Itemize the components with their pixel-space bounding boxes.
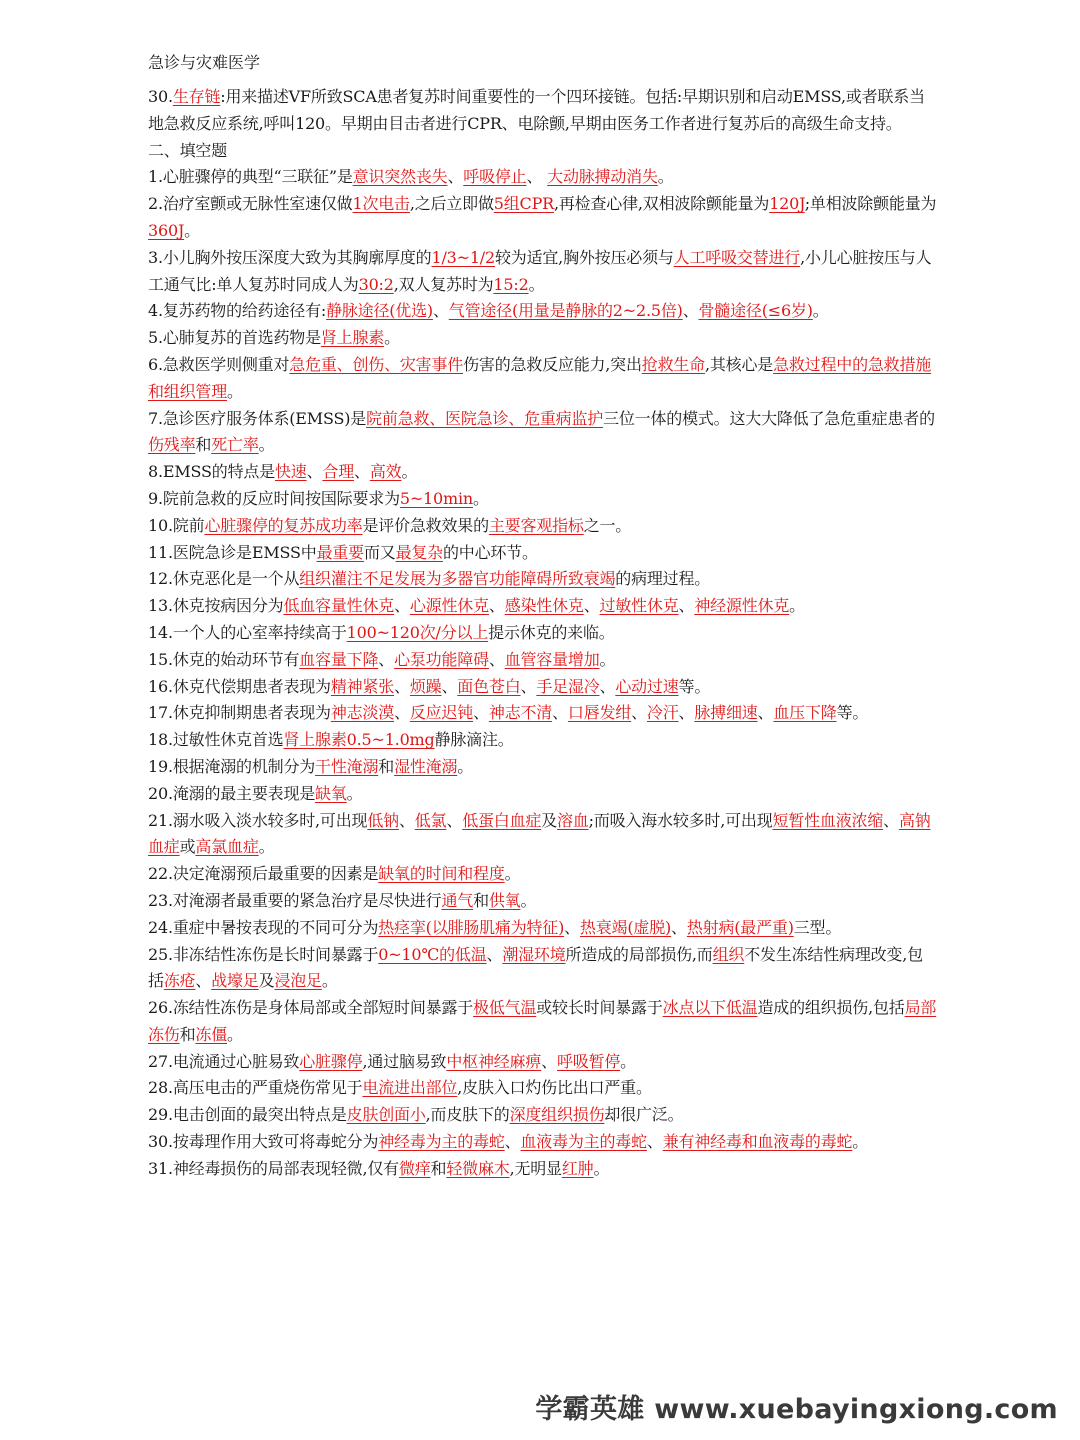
answer-text: 血容量下降 (299, 649, 379, 669)
question-text: 。 (593, 1158, 610, 1178)
question-text: 24.重症中暑按表现的不同可分为 (148, 917, 379, 937)
question-text: 、 (520, 676, 537, 696)
answer-text: 冻疮 (163, 971, 196, 991)
question-text: 4.复苏药物的给药途径有: (148, 301, 327, 321)
question-text: 、 (541, 1051, 557, 1071)
question-text: 是评价急救效果的 (362, 515, 489, 535)
question-text: 15.休克的始动环节有 (148, 649, 300, 669)
answer-text: 心脏骤停 (299, 1051, 363, 1071)
question-text: 13.休克按病因分为 (148, 596, 284, 616)
answer-text: 神志淡漠 (330, 703, 395, 723)
question-text: 所造成的局部损伤,而 (565, 944, 713, 964)
question-text: 16.休克代偿期患者表现为 (148, 676, 331, 696)
answer-text: 热痉挛(以腓肠肌痛为特征) (378, 917, 565, 937)
question-text: 、 (432, 301, 449, 321)
question-text: ;单相波除颤能量为 (804, 194, 937, 214)
question-text: 。 (473, 488, 489, 508)
question-text: 而又 (363, 542, 396, 562)
question-text: 27.电流通过心脏易致 (148, 1051, 300, 1071)
question-text: 较为适宜,胸外按压必须与 (494, 247, 674, 267)
question-text: 、 (671, 917, 687, 937)
paragraph (148, 995, 938, 1049)
answer-text: 低血容量性休克 (283, 596, 395, 616)
answer-text: 战壕足 (211, 971, 259, 991)
question-text: 26.冻结性冻伤是身体局部或全部短时间暴露于 (148, 998, 474, 1018)
paragraph (148, 406, 938, 460)
answer-text: 100~120次/分以上 (346, 622, 489, 642)
answer-text: 心源性休克 (409, 596, 489, 616)
answer-text: 肾上腺素 (320, 328, 385, 348)
question-text: 。 (384, 328, 400, 348)
question-text: 的中心环节。 (442, 542, 538, 562)
answer-text: 通气 (441, 890, 474, 910)
question-text: 。 (657, 167, 674, 187)
question-text: 28.高压电击的严重烧伤常见于 (148, 1078, 363, 1098)
answer-text: 气管途径(用量是静脉的2~2.5倍) (448, 301, 683, 321)
answer-text: 1/3~1/2 (431, 247, 495, 267)
question-text: 29.电击创面的最突出特点是 (148, 1105, 347, 1125)
running-header: 急诊与灾难医学 (148, 53, 261, 72)
answer-text: 热射病(最严重) (686, 917, 794, 937)
answer-text: 兼有神经毒和血液毒的毒蛇 (662, 1132, 853, 1152)
question-text: 和 (378, 756, 395, 776)
paragraph (148, 84, 938, 138)
answer-text: 院前急救、医院急诊、危重病监护 (366, 408, 604, 428)
paragraph (148, 915, 938, 942)
paragraph (148, 298, 938, 325)
answer-text: 血液毒为主的毒蛇 (520, 1132, 647, 1152)
question-text: 30.按毒理作用大致可将毒蛇分为 (148, 1132, 379, 1152)
answer-text: 反应迟钝 (409, 703, 474, 723)
question-text: 及 (541, 810, 558, 830)
answer-text: 伤残率 (148, 435, 196, 455)
question-text: ,之后立即做 (409, 194, 494, 214)
question-text: 14.一个人的心室率持续高于 (148, 622, 347, 642)
question-text: 、 (354, 462, 370, 482)
answer-text: 快速 (274, 462, 307, 482)
question-text: ,通过脑易致 (362, 1051, 447, 1071)
answer-text: 组织 (712, 944, 745, 964)
paragraph (148, 1102, 938, 1129)
paragraph (148, 647, 938, 674)
answer-text: 15:2 (493, 274, 529, 294)
answer-text: 骨髓途径(≤6岁) (698, 301, 813, 321)
question-text: 11.医院急诊是EMSS中 (148, 542, 317, 562)
paragraph (148, 1049, 938, 1076)
question-text: 。 (520, 890, 537, 910)
answer-text: 皮肤创面小 (346, 1105, 426, 1125)
answer-text: 湿性淹溺 (394, 756, 458, 776)
question-text: 。 (321, 971, 338, 991)
paragraph (148, 540, 938, 567)
question-text: 却很广泛。 (604, 1105, 684, 1125)
paragraph (148, 861, 938, 888)
question-text: 、 (378, 649, 395, 669)
question-text: ,而皮肤下的 (425, 1105, 510, 1125)
answer-text: 中枢神经麻痹 (446, 1051, 542, 1071)
answer-text: 过敏性休克 (599, 596, 679, 616)
paragraph (148, 781, 938, 808)
answer-text: 烦躁 (409, 676, 442, 696)
question-text: 、 (526, 167, 548, 187)
paragraph (148, 754, 938, 781)
question-text: 、 (473, 703, 489, 723)
question-text: 和 (195, 435, 212, 455)
question-text: 23.对淹溺者最重要的紧急治疗是尽快进行 (148, 890, 442, 910)
answer-text: 脉搏细速 (694, 703, 758, 723)
answer-text: 呼吸暂停 (556, 1051, 621, 1071)
answer-text: 口唇发绀 (567, 703, 632, 723)
question-text: 10.院前 (148, 515, 205, 535)
question-text: 三位一体的模式。这大大降低了急危重症患者的 (603, 408, 935, 428)
answer-text: 极低气温 (473, 998, 537, 1018)
question-text: 或 (179, 837, 196, 857)
answer-text: 红肿 (561, 1158, 594, 1178)
question-text: 。 (528, 274, 545, 294)
question-text: 21.溺水吸入淡水较多时,可出现 (148, 810, 368, 830)
question-text: 、 (678, 596, 695, 616)
paragraph (148, 566, 938, 593)
question-text: 3.小儿胸外按压深度大致为其胸廓厚度的 (148, 247, 432, 267)
answer-text: 低氯 (414, 810, 447, 830)
paragraph (148, 1156, 938, 1183)
question-text: 。 (852, 1132, 869, 1152)
answer-text: 360J (148, 220, 185, 240)
question-text: 等。 (836, 703, 869, 723)
answer-text: 轻微麻木 (446, 1158, 510, 1178)
question-text: 。 (620, 1051, 636, 1071)
question-text: 、 (646, 1132, 663, 1152)
question-text: 和 (179, 1024, 196, 1044)
question-text: 、 (583, 596, 600, 616)
answer-text: 意识突然丧失 (352, 167, 448, 187)
question-text: 。 (227, 381, 243, 401)
answer-text: 冰点以下低温 (662, 998, 758, 1018)
question-text: 、 (306, 462, 323, 482)
answer-text: 高氯血症 (195, 837, 259, 857)
paragraph (148, 942, 938, 996)
question-text: 、 (883, 810, 899, 830)
question-text: 和 (473, 890, 489, 910)
question-text: 7.急诊医疗服务体系(EMSS)是 (148, 408, 367, 428)
answer-text: 神志不清 (488, 703, 553, 723)
question-text: ,无明显 (509, 1158, 562, 1178)
question-text: 18.过敏性休克首选 (148, 730, 284, 750)
question-text: 伤害的急救反应能力,突出 (463, 354, 642, 374)
question-text: 三型。 (793, 917, 842, 937)
answer-text: 死亡率 (211, 435, 259, 455)
question-text: 9.院前急救的反应时间按国际要求为 (148, 488, 400, 508)
answer-text: 溶血 (557, 810, 589, 830)
answer-text: 心动过速 (615, 676, 679, 696)
question-text: 20.淹溺的最主要表现是 (148, 783, 316, 803)
answer-text: 急救过程中的急救措施和组织管理 (148, 354, 932, 401)
answer-text: 急危重、创伤、灾害事件 (289, 354, 464, 374)
question-text: 、 (447, 167, 464, 187)
paragraph (148, 888, 938, 915)
question-text: ;而吸入海水较多时,可出现 (588, 810, 773, 830)
text-block (148, 84, 938, 1183)
answer-text: 浸泡足 (274, 971, 322, 991)
answer-text: 微痒 (398, 1158, 431, 1178)
paragraph (148, 191, 938, 245)
question-text: ,其核心是 (704, 354, 774, 374)
answer-text: 感染性休克 (504, 596, 584, 616)
question-text: ,小儿心脏按压与人工通气比:单人复苏时同成人为 (148, 247, 932, 294)
question-text: 、 (398, 810, 415, 830)
question-text: 22.决定淹溺预后最重要的因素是 (148, 864, 379, 884)
answer-text: 心脏骤停的复苏成功率 (204, 515, 363, 535)
paragraph (148, 620, 938, 647)
question-text: 、 (394, 596, 410, 616)
answer-text: 血压下降 (773, 703, 837, 723)
question-text: 8.EMSS的特点是 (148, 462, 275, 482)
answer-text: 低钠 (367, 810, 399, 830)
answer-text: 深度组织损伤 (509, 1105, 605, 1125)
paragraph (148, 808, 938, 862)
paragraph (148, 674, 938, 701)
question-text: 。 (457, 756, 474, 776)
question-text: 之一。 (583, 515, 632, 535)
question-text: 。 (258, 435, 275, 455)
answer-text: 缺氧的时间和程度 (378, 864, 505, 884)
answer-text: 大动脉搏动消失 (547, 167, 658, 187)
answer-text: 神经源性休克 (694, 596, 790, 616)
answer-text: 短暂性血液浓缩 (772, 810, 884, 830)
question-text: 5.心肺复苏的首选药物是 (148, 328, 321, 348)
answer-text: 局部冻伤 (148, 998, 937, 1044)
answer-text: 缺氧 (315, 783, 347, 803)
paragraph (148, 593, 938, 620)
question-text: 、 (757, 703, 774, 723)
question-text: 二、填空题 (148, 140, 228, 160)
question-text: 31.神经毒损伤的局部表现轻微,仅有 (148, 1158, 399, 1178)
answer-text: 120J (769, 194, 805, 214)
question-text: 、 (682, 301, 699, 321)
answer-text: 精神紧张 (330, 676, 395, 696)
question-text: 和 (430, 1158, 447, 1178)
question-text: 。 (258, 837, 275, 857)
question-text: 、 (394, 703, 410, 723)
answer-text: 心泵功能障碍 (394, 649, 489, 669)
answer-text: 低蛋白血症 (462, 810, 542, 830)
answer-text: 组织灌注不足发展为多器官功能障碍所致衰竭 (299, 569, 616, 589)
question-text: 静脉滴注。 (434, 730, 514, 750)
answer-text: 5~10min (399, 488, 474, 508)
paragraph (148, 164, 938, 191)
answer-text: 静脉途径(优选) (326, 301, 433, 321)
question-text: 。 (504, 864, 521, 884)
question-text: 2.治疗室颤或无脉性室速仅做 (148, 194, 353, 214)
answer-text: 高效 (369, 462, 402, 482)
answer-text: 热衰竭(虚脱) (579, 917, 672, 937)
question-text: 造成的组织损伤,包括 (757, 998, 905, 1018)
question-text: 及 (258, 971, 275, 991)
answer-text: 1次电击 (352, 194, 410, 214)
answer-text: 供氧 (488, 890, 521, 910)
section-heading (148, 138, 938, 165)
question-text: 、 (446, 810, 463, 830)
question-text: 、 (488, 596, 505, 616)
question-text: 的病理过程。 (615, 569, 711, 589)
answer-text: 血管容量增加 (504, 649, 600, 669)
question-text: 1.心脏骤停的典型“三联征”是 (148, 167, 353, 187)
paragraph (148, 727, 938, 754)
paragraph (148, 325, 938, 352)
answer-text: 呼吸停止 (463, 167, 527, 187)
question-text: 。 (789, 596, 805, 616)
question-text: 提示休克的来临。 (488, 622, 615, 642)
question-text: 。 (401, 462, 418, 482)
site-watermark: 学霸英雄 www.xuebayingxiong.com (535, 1394, 1058, 1425)
answer-text: 肾上腺素0.5~1.0mg (283, 730, 435, 750)
answer-text: 干性淹溺 (315, 756, 379, 776)
question-text: 、 (195, 971, 212, 991)
paragraph (148, 459, 938, 486)
question-text: 25.非冻结性冻伤是长时间暴露于 (148, 944, 379, 964)
question-text: 、 (486, 944, 503, 964)
answer-text: 最重要 (316, 542, 364, 562)
question-text: ,再检查心律,双相波除颤能量为 (554, 194, 770, 214)
question-text: 、 (441, 676, 458, 696)
paragraph (148, 700, 938, 727)
answer-text: 冻僵 (195, 1024, 228, 1044)
question-text: 等。 (678, 676, 711, 696)
question-text: 17.休克抑制期患者表现为 (148, 703, 331, 723)
answer-text: 神经毒为主的毒蛇 (378, 1132, 505, 1152)
question-text: ,双人复苏时为 (393, 274, 494, 294)
question-text: 、 (631, 703, 647, 723)
question-text: 6.急救医学则侧重对 (148, 354, 290, 374)
question-text: 、 (678, 703, 695, 723)
question-text: 30. (148, 87, 173, 106)
answer-text: 生存链 (172, 87, 221, 106)
paragraph (148, 1129, 938, 1156)
document-page (148, 52, 938, 1183)
paragraph (148, 245, 938, 299)
answer-text: 手足湿冷 (536, 676, 600, 696)
answer-text: 抢救生命 (641, 354, 705, 374)
answer-text: 人工呼吸交替进行 (673, 247, 801, 267)
question-text: 、 (394, 676, 410, 696)
question-text: 、 (488, 649, 505, 669)
answer-text: 潮湿环境 (502, 944, 566, 964)
question-text: 。 (599, 649, 616, 669)
question-text: 。 (346, 783, 363, 803)
answer-text: 30:2 (358, 274, 394, 294)
paragraph (148, 513, 938, 540)
answer-text: 面色苍白 (457, 676, 521, 696)
answer-text: 电流进出部位 (362, 1078, 458, 1098)
question-text: 、 (552, 703, 568, 723)
answer-text: 5组CPR (493, 194, 554, 214)
answer-text: 0~10℃的低温 (378, 944, 487, 964)
question-text: 或较长时间暴露于 (536, 998, 663, 1018)
paragraph (148, 352, 938, 406)
paragraph (148, 1075, 938, 1102)
question-text: 、 (504, 1132, 521, 1152)
question-text: 19.根据淹溺的机制分为 (148, 756, 316, 776)
question-text: :用来描述VF所致SCA患者复苏时间重要性的一个四环接链。包括:早期识别和启动EMSS,或者联系当地急救反应系统,呼叫120。早期由目击者进行CPR、电除颤,早期由医务工作者进行复苏后的高级生命支持。 (148, 87, 925, 133)
answer-text: 合理 (322, 462, 355, 482)
question-text: ,皮肤入口灼伤比出口严重。 (457, 1078, 652, 1098)
answer-text: 最复杂 (395, 542, 443, 562)
answer-text: 高钠血症 (148, 810, 931, 857)
answer-text: 冷汗 (646, 703, 679, 723)
question-text: 、 (564, 917, 580, 937)
question-text: 。 (184, 220, 200, 240)
question-text: 。 (812, 301, 829, 321)
answer-text: 主要客观指标 (488, 515, 584, 535)
question-text: 不发生冻结性病理改变,包括 (148, 944, 923, 991)
question-text: 。 (227, 1024, 243, 1044)
paragraph (148, 486, 938, 513)
question-text: 12.休克恶化是一个从 (148, 569, 300, 589)
question-text: 、 (599, 676, 616, 696)
